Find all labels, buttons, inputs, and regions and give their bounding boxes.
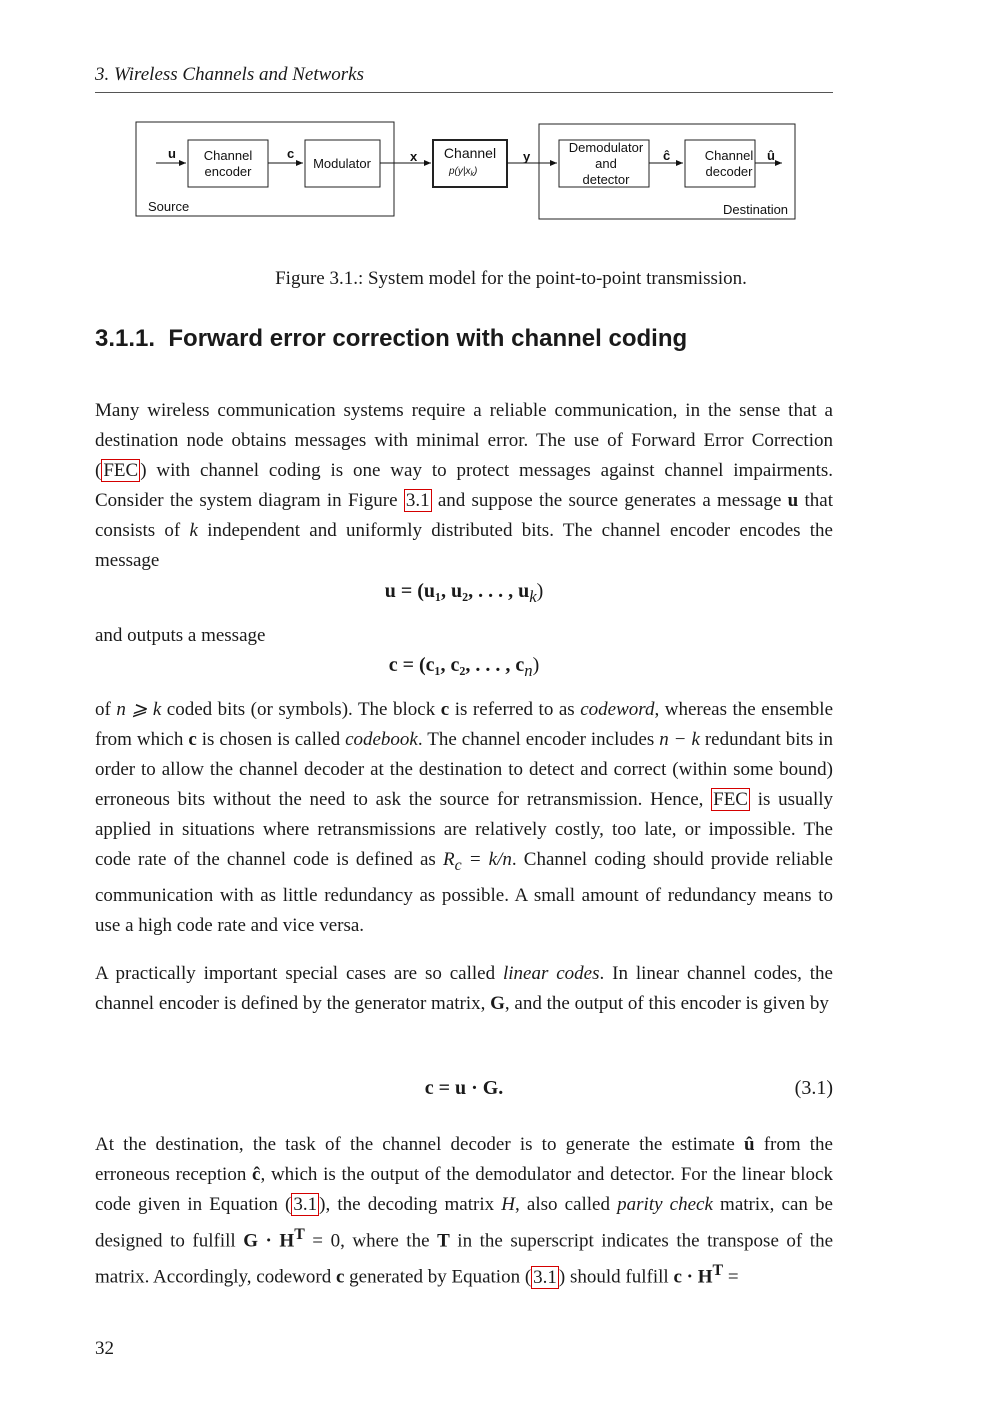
modulator-label: Modulator [313,156,371,171]
channel-label: Channel [443,145,497,161]
equation-u: u = (u₁, u₂, . . . , $u_k$) [384,580,544,606]
section-number: 3.1.1. [95,325,156,352]
channel-prob-label: $p(y|x_k)$ [449,166,478,178]
figure-ref-link[interactable]: 3.1 [405,490,430,511]
signal-c-label: c [287,146,295,161]
channel-encoder-line2: encoder [204,164,252,179]
equation-3-1: c = u · G. (3.1) [424,1077,833,1099]
channel-decoder-line1: Channel [704,148,754,163]
system-model-figure [130,115,810,230]
demodulator-line1: Demodulator [568,140,644,155]
figure-caption: Figure 3.1.: System model for the point-to-point transmission. [275,268,747,289]
destination-label: Destination [723,202,789,217]
paragraph-1: Many wireless communication systems require a reliable communication, in the sense that a destination node obtains messages with minimal error. The use of Forward Error Correction ( FEC ) with channel coding is one way to protect messages against channel impairments. Consider the system diagram in Figure 3.1 and suppose the source generates a message u that consists of k independent and uniformly distributed bits. The channel encoder encodes the message [95,400,833,571]
signal-c-hat-label: ĉ [663,148,671,163]
equation-number: (3.1) [794,1077,833,1099]
equation-ref-link-2[interactable]: 3.1 [533,1266,557,1288]
paragraph-3: of n ⩾ k coded bits (or symbols). The block c is referred to as codeword, whereas the ensemble from which c is chosen is called codebook. The channel encoder includes n − k redundant bits in order to allow the channel decoder at the destination to detect and correct (within some bound) erroneous bits without the need to ask the source for retransmission. Hence, FEC is usually applied in situations where retransmissions are relatively costly, too late, or impossible. The code rate of the channel code is defined as $R_c = k/n$. Channel coding should provide reliable communication with as little redundancy as possible. A small amount of redundancy means to use a high code rate and vice versa. [95,699,834,936]
paragraph-2: and outputs a message [95,625,266,646]
demodulator-line2: and [595,156,617,171]
signal-u-hat-label: û [767,148,775,163]
fec-link[interactable]: FEC [103,460,139,481]
signal-x-label: x [410,149,418,164]
section-title: Forward error correction with channel coding [168,325,688,352]
running-header: 3. Wireless Channels and Networks [95,64,833,93]
source-label: Source [148,199,190,214]
paragraph-4: A practically important special cases are so called linear codes. In linear channel codes, the channel encoder is defined by the generator matrix, G, and the output of this encoder is given by [95,963,833,1014]
channel-decoder-line2: decoder [705,164,753,179]
fec-link-2[interactable]: FEC [713,789,748,810]
paragraph-5: At the destination, the task of the channel decoder is to generate the estimate û from the erroneous reception ĉ, which is the output of the demodulator and detector. For the linear block code given in Equation ( 3.1 ), the decoding matrix H, also called parity check matrix, can be designed to fulfill $G \cdot H^T = 0$, where the T in the superscript indicates the transpose of the matrix. Accordingly, codeword c generated by Equation ( 3.1 ) should fulfill $c \cdot H^T$ = [95,1134,833,1288]
signal-y-label: y [523,149,531,164]
page-number: 32 [95,1338,114,1359]
equation-c: c = (c₁, c₂, . . . , $c_n$) [388,654,540,680]
section-heading [95,325,687,353]
equation-ref-link-1[interactable]: 3.1 [293,1194,318,1215]
signal-u-label: u [168,146,176,161]
demodulator-line3: detector [582,172,630,187]
channel-encoder-line1: Channel [203,148,253,163]
system-diagram [130,115,810,230]
